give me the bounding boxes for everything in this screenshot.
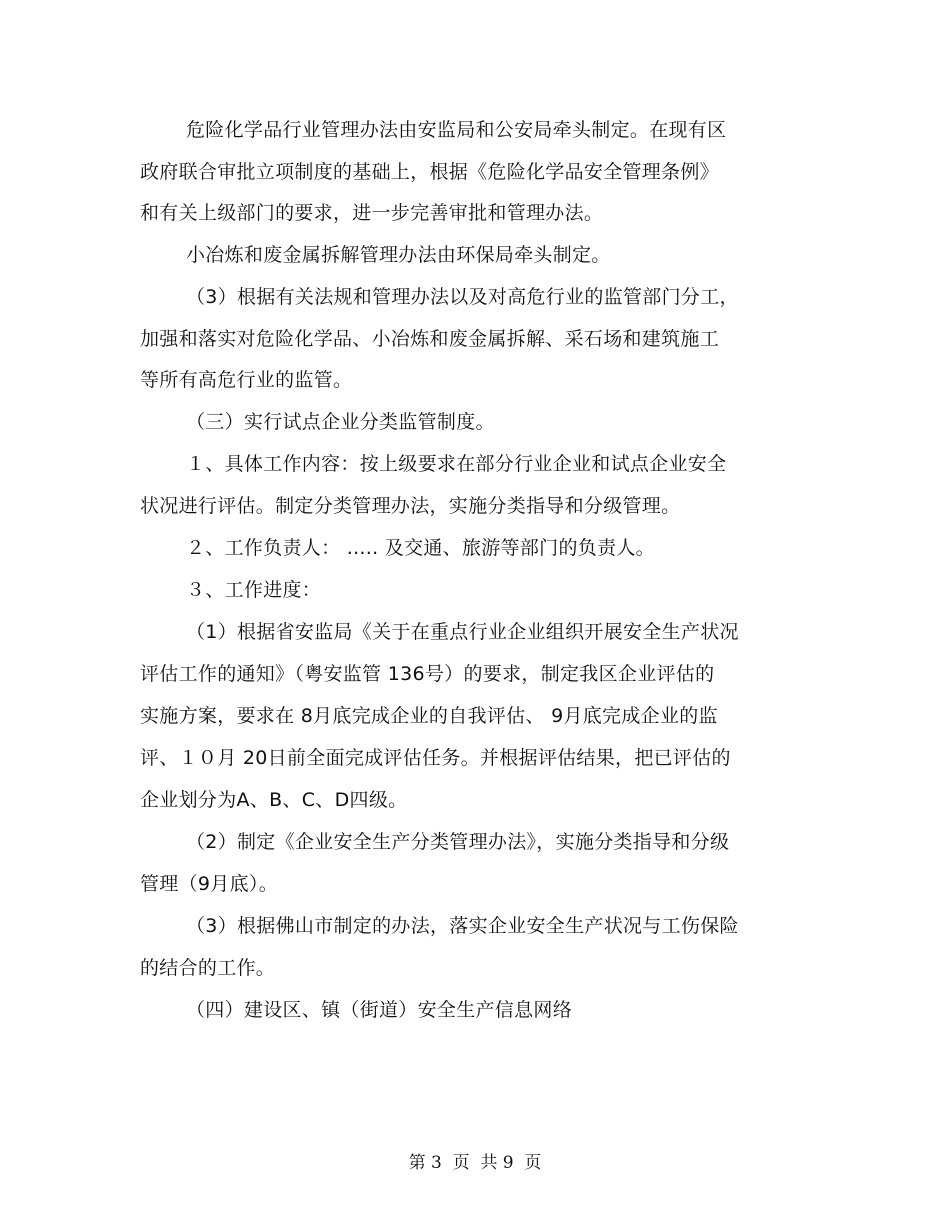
paragraph-line: ３、工作进度： xyxy=(186,579,322,601)
paragraph-line: 小冶炼和废金属拆解管理办法由环保局牵头制定。 xyxy=(186,244,611,266)
paragraph-line: 的结合的工作。 xyxy=(140,957,276,979)
paragraph-line: １、具体工作内容：按上级要求在部分行业企业和试点企业安全 xyxy=(186,453,727,475)
paragraph-line: 状况进行评估。制定分类管理办法，实施分类指导和分级管理。 xyxy=(140,495,681,517)
paragraph-line: 实施方案，要求在 8月底完成企业的自我评估、 9月底完成企业的监 xyxy=(140,705,718,727)
paragraph-line: （3）根据佛山市制定的办法，落实企业安全生产状况与工伤保险 xyxy=(186,915,739,937)
paragraph-line: 政府联合审批立项制度的基础上，根据《危险化学品安全管理条例》 xyxy=(140,161,720,183)
paragraph-line: 和有关上级部门的要求，进一步完善审批和管理办法。 xyxy=(140,202,604,224)
paragraph-line: 评、１０月 20日前全面完成评估任务。并根据评估结果，把已评估的 xyxy=(140,747,731,769)
paragraph-line: ２、工作负责人： ..... 及交通、旅游等部门的负责人。 xyxy=(186,537,655,559)
paragraph-line: 危险化学品行业管理办法由安监局和公安局牵头制定。在现有区 xyxy=(186,119,727,141)
paragraph-line: （3）根据有关法规和管理办法以及对高危行业的监管部门分工， xyxy=(186,286,739,308)
section-heading: （三）实行试点企业分类监管制度。 xyxy=(186,411,495,433)
section-heading: （四）建设区、镇（街道）安全生产信息网络 xyxy=(186,999,573,1021)
paragraph-line: 加强和落实对危险化学品、小冶炼和废金属拆解、采石场和建筑施工 xyxy=(140,328,720,350)
paragraph-line: 等所有高危行业的监管。 xyxy=(140,369,353,391)
paragraph-line: 企业划分为A、B、C、D四级。 xyxy=(140,789,408,811)
paragraph-line: （1）根据省安监局《关于在重点行业企业组织开展安全生产状况 xyxy=(186,621,739,643)
paragraph-line: 评估工作的通知》（粤安监管 136号）的要求，制定我区企业评估的 xyxy=(140,663,715,685)
paragraph-line: 管理（9月底）。 xyxy=(140,873,278,895)
paragraph-line: （2）制定《企业安全生产分类管理办法》，实施分类指导和分级 xyxy=(186,831,730,853)
page-number-footer: 第 3 页 共 9 页 xyxy=(408,1153,542,1173)
